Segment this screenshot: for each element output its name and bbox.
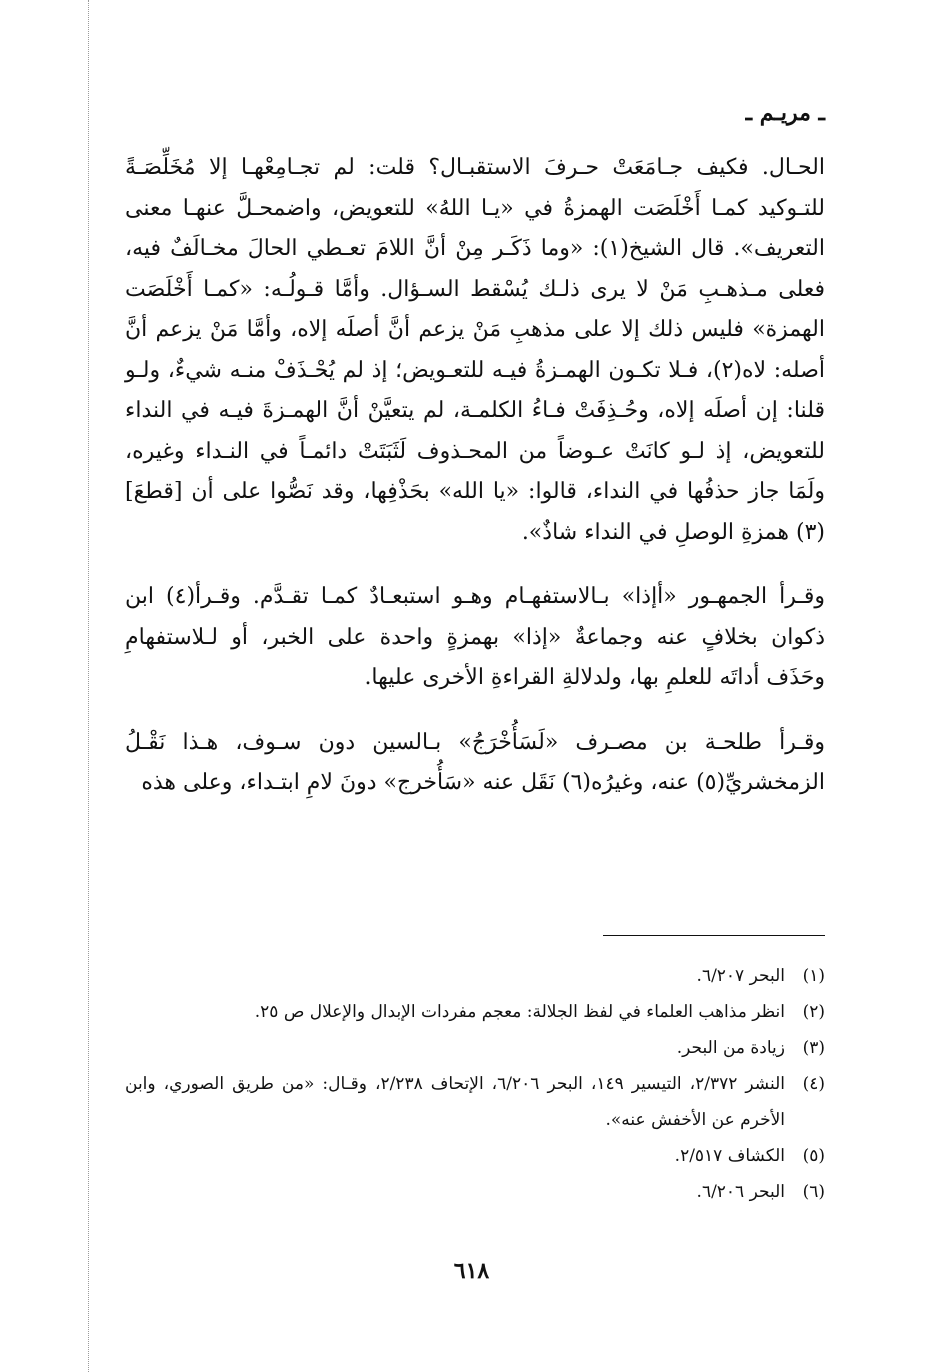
footnote-text: البحر ٦/٢٠٧. [696,966,785,986]
footnote-number: (٤) [802,1074,825,1094]
footnote-item [125,1066,825,1138]
footnote-number: (٢) [802,1002,825,1022]
page-number: ٦١٨ [453,1258,490,1284]
footnote-separator [603,935,825,936]
footnote-number: (٥) [802,1146,825,1166]
footnotes [125,958,825,1210]
paragraph-3: وقـرأ طلحـة بن مصـرف «لَسَأُخْرَجُ» بـالسين دون سـوف، هـذا نَقْـلُ الزمخشريِّ(٥) عنه، وغيرُه(٦) نَقَل عنه «سَأُخرج» دونَ لامِ ابتـداء، وعلى هذه [125,729,825,795]
footnote-item [125,994,825,1030]
footnote-item [125,1174,825,1210]
footnote-item [125,958,825,994]
running-header: ـ مريـم ـ [745,100,825,126]
footnote-text: البحر ٦/٢٠٦. [696,1182,785,1202]
footnote-number: (١) [802,966,825,986]
footnote-item [125,1030,825,1066]
footnote-text: انظر مذاهب العلماء في لفظ الجلالة: معجم مفردات الإبدال والإعلال ص ٢٥. [254,1002,785,1022]
footnote-text: زيادة من البحر. [676,1038,785,1058]
paragraph-1: الحـال. فكيف جـامَعَتْ حـرفَ الاستقبـال؟ قلت: لم تجـامِعْهـا إلا مُخَلِّصَـةً للتـوكيد كمـا أَخْلَصَت الهمزةُ في «يـا اللهُ» للتعويض، واضمحـلَّ عنهـا معنى التعريف». قال الشيخ(١): «وما ذَكَـر مِنْ أنَّ اللامَ تعـطي الحالَ مخـالَفٌ فيه، فعلى مـذهـبِ مَنْ لا يرى ذلـك يُسْقط السـؤال. وأمَّا قـولُـه: «كمـا أَخْلَصَت الهمزة» فليس ذلك إلا على مذهبِ مَنْ يزعم أنَّ أصلَه إلاه، وأمَّا مَنْ يزعم أنَّ أصله: لاه(٢)، فـلا تكـون الهمـزةُ فيـه للتعـويض؛ إذ لم يُحْـذَفْ منـه شيءٌ، ولـو قلنا: إن أصلَه إلاه، وحُـذِفَتْ فـاءُ الكلمـة، لم يتعيَّنْ أنَّ الهمـزةَ فيـه في النداء للتعويض، إذ لـو كانَتْ عـوضاً من المحـذوف لَثَبَتَتْ دائمـاً في النـداء وغيره، ولَمَا جاز حذفُها في النداء، قالوا: «يا الله» بحَذْفِها، وقد نَصُّوا على أن [قطعَ](٣) همزةِ الوصلِ في النداء شاذٌ». [125,155,825,545]
footnote-number: (٣) [802,1038,825,1058]
footnote-item [125,1138,825,1174]
footnote-text: النشر ٢/٣٧٢، التيسير ١٤٩، البحر ٦/٢٠٦، الإتحاف ٢/٢٣٨، وقـال: «من طريق الصوري، وابن الأخرم عن الأخفش عنه». [125,1074,785,1130]
footnote-number: (٦) [802,1182,825,1202]
paragraph-2: وقـرأ الجمهـور «أإذا» بـالاستفهـام وهـو استبعـادٌ كمـا تقـدَّم. وقـرأ(٤) ابن ذكوان بخلافٍ عنه وجماعةٌ «إذا» بهمزةٍ واحدة على الخبر، أو لـلاستفهامِ وحَذَف أداتَه للعلمِ بها، ولدلالةِ القراءةِ الأخرى عليها. [125,584,825,690]
footnote-text: الكشاف ٢/٥١٧. [674,1146,785,1166]
main-text [125,148,825,804]
scan-edge-dots [88,0,89,1372]
